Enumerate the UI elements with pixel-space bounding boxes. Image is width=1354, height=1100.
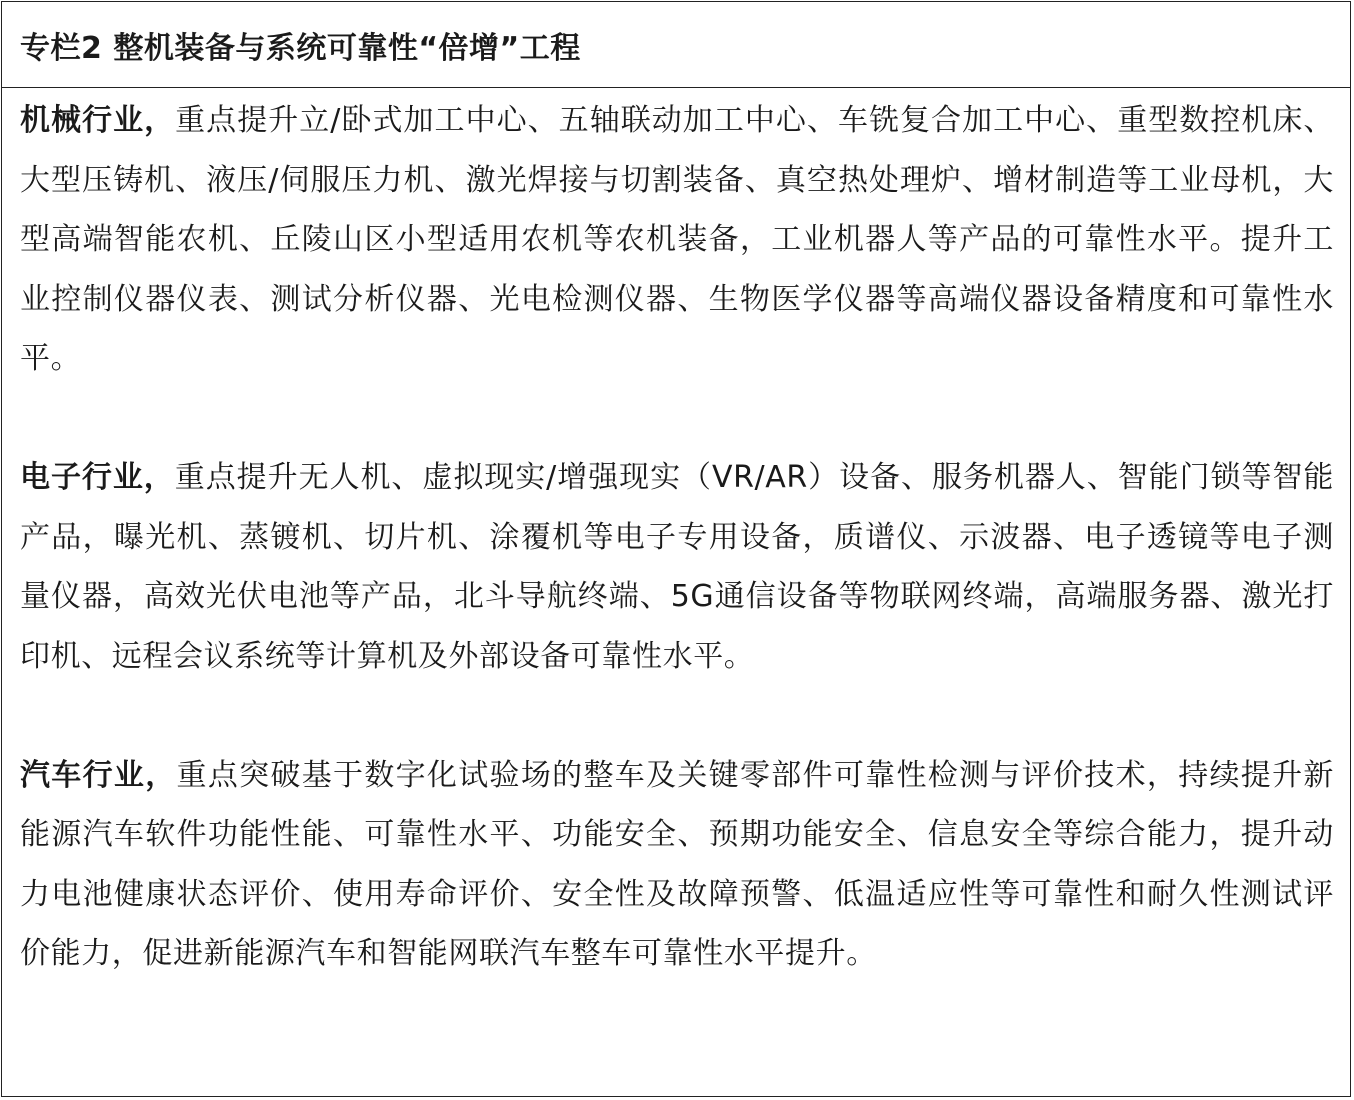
- section-lead-electronics: 电子行业，: [20, 460, 175, 495]
- column-body: [2, 88, 1350, 984]
- column-title: 专栏2 整机装备与系统可靠性“倍增”工程: [20, 30, 581, 66]
- section-text-machinery: 重点提升立/卧式加工中心、五轴联动加工中心、车铣复合加工中心、重型数控机床、大型压铸机、液压/伺服压力机、激光焊接与切割装备、真空热处理炉、增材制造等工业母机，大型高端智能农机、丘陵山区小型适用农机等农机装备，工业机器人等产品的可靠性水平。提升工业控制仪器仪表、测试分析仪器、光电检测仪器、生物医学仪器等高端仪器设备精度和可靠性水平。: [20, 103, 1335, 376]
- section-text-electronics: 重点提升无人机、虚拟现实/增强现实（VR/AR）设备、服务机器人、智能门锁等智能产品，曝光机、蒸镀机、切片机、涂覆机等电子专用设备，质谱仪、示波器、电子透镜等电子测量仪器，高效光伏电池等产品，北斗导航终端、5G通信设备等物联网终端，高端服务器、激光打印机、远程会议系统等计算机及外部设备可靠性水平。: [20, 460, 1335, 674]
- section-lead-automotive: 汽车行业，: [20, 757, 177, 793]
- section-electronics: [20, 448, 1334, 686]
- column-header: [2, 2, 1350, 88]
- section-machinery: [20, 88, 1334, 389]
- column-box: [1, 1, 1351, 1097]
- section-text-automotive: 重点突破基于数字化试验场的整车及关键零部件可靠性检测与评价技术，持续提升新能源汽车软件功能性能、可靠性水平、功能安全、预期功能安全、信息安全等综合能力，提升动力电池健康状态评价、使用寿命评价、安全性及故障预警、低温适应性等可靠性和耐久性测试评价能力，促进新能源汽车和智能网联汽车整车可靠性水平提升。: [20, 757, 1334, 971]
- section-automotive: [20, 746, 1334, 984]
- section-lead-machinery: 机械行业，: [20, 103, 176, 138]
